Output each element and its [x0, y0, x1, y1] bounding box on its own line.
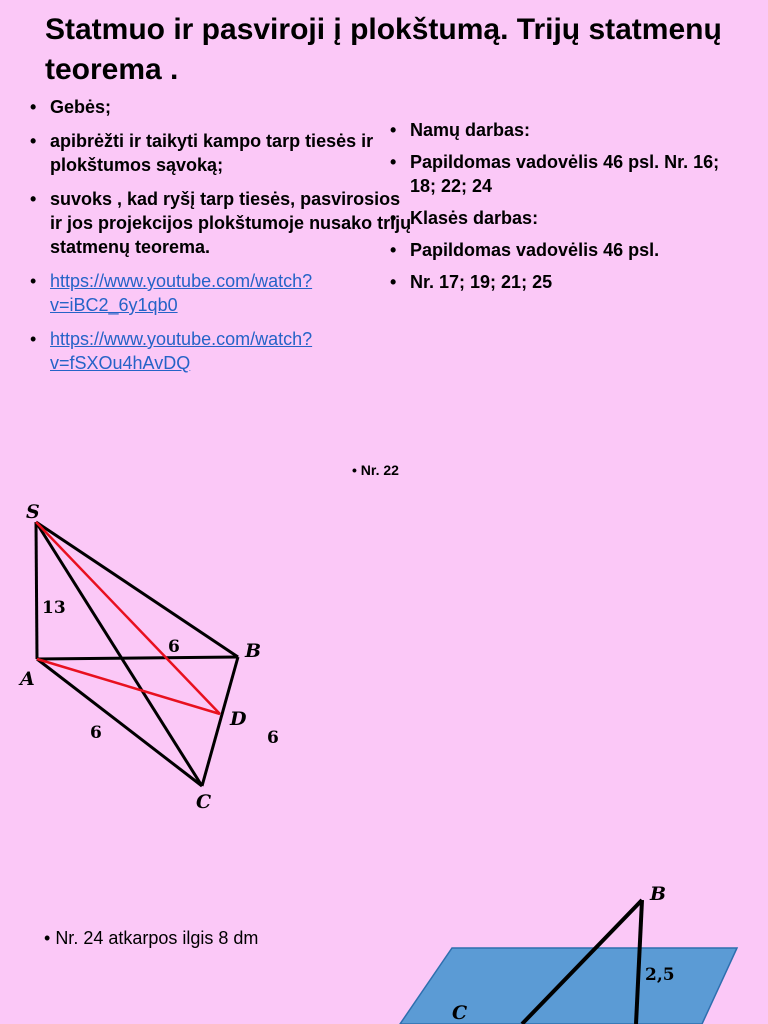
length-label-ac: 6: [90, 723, 102, 743]
edge-AC: [37, 659, 202, 786]
list-item: • Gebės;: [26, 95, 416, 119]
edge-SA: [36, 522, 37, 659]
note-nr22: • Nr. 22: [352, 462, 399, 478]
plane-figure: [400, 883, 737, 1024]
list-item: • suvoks , kad ryšį tarp tiesės, pasvirosios ir jos projekcijos plokštumoje nusako trijų statmenų teorema.: [26, 187, 416, 259]
length-label-bc: 6: [267, 728, 279, 748]
page-title: Statmuo ir pasviroji į plokštumą. Trijų statmenų teorema .: [45, 13, 722, 86]
list-item: • Nr. 17; 19; 21; 25: [386, 270, 746, 294]
note-nr24: • Nr. 24 atkarpos ilgis 8 dm: [44, 928, 258, 949]
edge-AB: [37, 657, 238, 659]
pyramid-figure: [18, 501, 279, 813]
vertex-label-c: C: [196, 791, 212, 813]
list-item: • apibrėžti ir taikyti kampo tarp tiesės ir plokštumos sąvoką;: [26, 129, 416, 177]
length-label-25: 2,5: [645, 965, 675, 985]
list-item: • Namų darbas:: [386, 118, 746, 142]
vertex-label-b2: B: [650, 883, 667, 905]
plane-shape: [400, 948, 737, 1024]
vertex-label-b: B: [245, 640, 262, 662]
vertex-label-a: A: [20, 668, 35, 690]
length-label-mid: 6: [168, 637, 180, 657]
edge-SB: [36, 522, 238, 657]
youtube-link-1[interactable]: https://www.youtube.com/watch?v=iBC2_6y1qb0: [50, 271, 313, 315]
list-item: • Klasės darbas:: [386, 206, 746, 230]
length-label-sa: 13: [42, 598, 66, 618]
list-item: • Papildomas vadovėlis 46 psl.: [386, 238, 746, 262]
list-item: • Papildomas vadovėlis 46 psl. Nr. 16; 18; 22; 24: [386, 150, 746, 198]
youtube-link-2[interactable]: https://www.youtube.com/watch?v=fSXOu4hAvDQ: [50, 329, 313, 373]
vertex-label-c2: C: [452, 1002, 468, 1024]
vertex-label-s: S: [26, 501, 40, 523]
vertex-label-d: D: [230, 708, 247, 730]
